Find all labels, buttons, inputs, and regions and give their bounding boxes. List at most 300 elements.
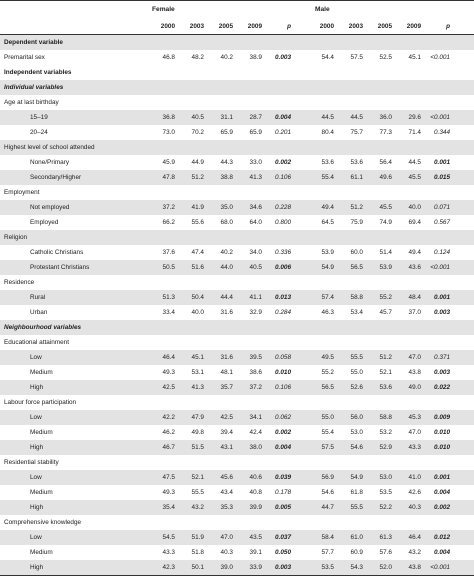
female-p-value-cell: 0.228 xyxy=(275,204,291,211)
male-p-value-cell: 0.003 xyxy=(434,369,450,376)
female-value-cell: 65.9 xyxy=(220,129,233,136)
female-value-cell: 32.9 xyxy=(249,309,262,316)
female-value-cell: 48.1 xyxy=(220,369,233,376)
female-value-cell: 43.3 xyxy=(162,549,175,556)
male-value-cell: 54.9 xyxy=(350,474,363,481)
female-value-cell: 37.6 xyxy=(162,249,175,256)
table-row xyxy=(0,260,474,275)
female-value-cell: 35.3 xyxy=(220,504,233,511)
section-header-row xyxy=(0,95,474,110)
row-label: Low xyxy=(30,354,42,361)
male-value-cell: 43.6 xyxy=(408,264,421,271)
male-value-cell: 43.8 xyxy=(408,369,421,376)
male-value-cell: 44.5 xyxy=(350,114,363,121)
male-value-cell: 58.8 xyxy=(350,294,363,301)
male-p-value-cell: 0.001 xyxy=(434,159,450,166)
female-value-cell: 47.0 xyxy=(220,534,233,541)
female-value-cell: 39.5 xyxy=(249,354,262,361)
row-label: Low xyxy=(30,414,42,421)
female-value-cell: 31.6 xyxy=(220,354,233,361)
male-value-cell: 44.7 xyxy=(321,504,334,511)
table-row xyxy=(0,440,474,455)
row-label: Rural xyxy=(30,294,46,301)
table-row xyxy=(0,350,474,365)
female-value-cell: 46.2 xyxy=(162,429,175,436)
male-value-cell: 55.4 xyxy=(321,429,334,436)
male-year-header: 2000 xyxy=(319,22,334,30)
male-p-value-cell: 0.071 xyxy=(434,204,450,211)
female-value-cell: 28.7 xyxy=(249,114,262,121)
female-value-cell: 40.5 xyxy=(249,264,262,271)
female-value-cell: 42.5 xyxy=(162,384,175,391)
male-value-cell: 37.0 xyxy=(408,309,421,316)
female-value-cell: 39.9 xyxy=(249,504,262,511)
female-value-cell: 35.7 xyxy=(220,384,233,391)
male-year-header: 2003 xyxy=(348,22,363,30)
table-row xyxy=(0,500,474,515)
row-label: High xyxy=(30,564,44,571)
female-year-header: 2009 xyxy=(247,22,262,30)
male-group-header: Male xyxy=(315,6,330,13)
male-value-cell: 60.9 xyxy=(350,549,363,556)
male-value-cell: 74.9 xyxy=(379,219,392,226)
row-label: Low xyxy=(30,474,42,481)
male-value-cell: 48.4 xyxy=(408,294,421,301)
year-header-row xyxy=(0,18,474,34)
female-value-cell: 38.0 xyxy=(249,444,262,451)
male-value-cell: 58.8 xyxy=(379,414,392,421)
row-label: Medium xyxy=(30,489,53,496)
female-p-value-cell: 0.201 xyxy=(275,129,291,136)
female-value-cell: 47.5 xyxy=(162,474,175,481)
female-value-cell: 47.4 xyxy=(191,249,204,256)
male-value-cell: 47.0 xyxy=(408,354,421,361)
male-p-value-cell: 0.001 xyxy=(434,294,450,301)
male-value-cell: 58.4 xyxy=(321,534,334,541)
female-value-cell: 44.4 xyxy=(220,294,233,301)
female-year-header: 2005 xyxy=(218,22,233,30)
section-header-row xyxy=(0,65,474,80)
male-value-cell: 53.6 xyxy=(321,159,334,166)
table-row xyxy=(0,125,474,140)
table-row xyxy=(0,215,474,230)
male-value-cell: 55.0 xyxy=(350,369,363,376)
table-row xyxy=(0,410,474,425)
section-header-row xyxy=(0,80,474,95)
female-value-cell: 51.6 xyxy=(191,264,204,271)
male-value-cell: 55.5 xyxy=(350,504,363,511)
female-value-cell: 40.0 xyxy=(191,309,204,316)
male-p-header: p xyxy=(446,22,450,30)
table-row xyxy=(0,200,474,215)
male-value-cell: 49.0 xyxy=(408,384,421,391)
female-p-value-cell: 0.005 xyxy=(275,504,291,511)
female-p-value-cell: 0.178 xyxy=(275,489,291,496)
row-label: Medium xyxy=(30,369,53,376)
female-value-cell: 43.4 xyxy=(220,489,233,496)
male-value-cell: 51.4 xyxy=(379,249,392,256)
female-value-cell: 35.4 xyxy=(162,504,175,511)
female-year-header: 2000 xyxy=(160,22,175,30)
male-value-cell: 53.5 xyxy=(379,489,392,496)
male-value-cell: 49.5 xyxy=(321,354,334,361)
male-value-cell: 49.4 xyxy=(321,204,334,211)
row-label: High xyxy=(30,504,44,511)
section-label: Highest level of school attended xyxy=(4,144,95,151)
table-row xyxy=(0,365,474,380)
male-year-header: 2009 xyxy=(406,22,421,30)
male-p-value-cell: 0.567 xyxy=(434,219,450,226)
male-value-cell: 57.4 xyxy=(321,294,334,301)
male-p-value-cell: <0.001 xyxy=(430,114,450,121)
table-row xyxy=(0,425,474,440)
female-value-cell: 41.3 xyxy=(191,384,204,391)
male-value-cell: 55.5 xyxy=(350,354,363,361)
female-value-cell: 51.8 xyxy=(191,549,204,556)
male-value-cell: 44.5 xyxy=(408,159,421,166)
female-p-header: p xyxy=(287,22,291,30)
female-p-value-cell: 0.106 xyxy=(275,174,291,181)
male-value-cell: 69.4 xyxy=(408,219,421,226)
section-header-row xyxy=(0,140,474,155)
row-label: Low xyxy=(30,534,42,541)
group-header-row xyxy=(0,1,474,18)
male-value-cell: 53.4 xyxy=(350,309,363,316)
male-value-cell: 49.4 xyxy=(408,249,421,256)
section-label: Individual variables xyxy=(4,84,64,91)
male-value-cell: 75.7 xyxy=(350,129,363,136)
male-value-cell: 53.0 xyxy=(350,429,363,436)
male-value-cell: 56.0 xyxy=(350,414,363,421)
male-value-cell: 53.0 xyxy=(379,474,392,481)
female-value-cell: 46.8 xyxy=(162,54,175,61)
female-value-cell: 52.1 xyxy=(191,474,204,481)
male-value-cell: 47.0 xyxy=(408,429,421,436)
section-label: Educational attainment xyxy=(4,339,70,346)
male-value-cell: 61.1 xyxy=(350,174,363,181)
male-p-value-cell: 0.001 xyxy=(434,474,450,481)
section-header-row xyxy=(0,35,474,50)
male-value-cell: 54.6 xyxy=(350,444,363,451)
row-label: Catholic Christians xyxy=(30,249,84,256)
male-value-cell: 52.9 xyxy=(379,444,392,451)
female-value-cell: 33.0 xyxy=(249,159,262,166)
female-value-cell: 51.3 xyxy=(162,294,175,301)
female-value-cell: 37.2 xyxy=(249,384,262,391)
female-p-value-cell: 0.010 xyxy=(275,369,291,376)
female-value-cell: 47.8 xyxy=(162,174,175,181)
male-value-cell: 56.5 xyxy=(350,264,363,271)
female-value-cell: 41.1 xyxy=(249,294,262,301)
table-row xyxy=(0,155,474,170)
female-p-value-cell: 0.006 xyxy=(275,264,291,271)
female-group-header: Female xyxy=(152,6,175,13)
female-value-cell: 34.1 xyxy=(249,414,262,421)
female-value-cell: 40.5 xyxy=(191,114,204,121)
male-value-cell: 41.0 xyxy=(408,474,421,481)
male-value-cell: 46.3 xyxy=(321,309,334,316)
male-value-cell: 56.9 xyxy=(321,474,334,481)
female-value-cell: 33.4 xyxy=(162,309,175,316)
male-value-cell: 57.6 xyxy=(379,549,392,556)
female-value-cell: 49.3 xyxy=(162,369,175,376)
female-value-cell: 42.3 xyxy=(162,564,175,571)
female-value-cell: 38.8 xyxy=(220,174,233,181)
male-value-cell: 49.6 xyxy=(379,174,392,181)
male-value-cell: 60.0 xyxy=(350,249,363,256)
section-label: Residential stability xyxy=(4,459,59,466)
male-value-cell: 45.1 xyxy=(408,54,421,61)
section-header-row xyxy=(0,185,474,200)
female-value-cell: 45.9 xyxy=(162,159,175,166)
female-value-cell: 66.2 xyxy=(162,219,175,226)
row-label: High xyxy=(30,444,44,451)
female-value-cell: 44.0 xyxy=(220,264,233,271)
row-label: None/Primary xyxy=(30,159,70,166)
female-value-cell: 39.4 xyxy=(220,429,233,436)
female-value-cell: 40.2 xyxy=(220,249,233,256)
male-value-cell: 45.7 xyxy=(379,309,392,316)
table-row xyxy=(0,485,474,500)
female-p-value-cell: 0.037 xyxy=(275,534,291,541)
male-value-cell: 43.3 xyxy=(408,444,421,451)
male-value-cell: 56.4 xyxy=(379,159,392,166)
male-value-cell: 54.4 xyxy=(321,54,334,61)
male-value-cell: 61.8 xyxy=(350,489,363,496)
section-label: Labour force participation xyxy=(4,399,77,406)
female-value-cell: 35.0 xyxy=(220,204,233,211)
male-value-cell: 46.4 xyxy=(408,534,421,541)
male-value-cell: 53.2 xyxy=(379,429,392,436)
female-value-cell: 36.8 xyxy=(162,114,175,121)
female-p-value-cell: 0.002 xyxy=(275,159,291,166)
male-value-cell: 57.7 xyxy=(321,549,334,556)
male-value-cell: 54.3 xyxy=(350,564,363,571)
female-value-cell: 42.4 xyxy=(249,429,262,436)
male-p-value-cell: 0.010 xyxy=(434,429,450,436)
male-value-cell: 53.6 xyxy=(350,159,363,166)
male-value-cell: 44.5 xyxy=(321,114,334,121)
section-label: Residence xyxy=(4,279,35,286)
female-value-cell: 34.6 xyxy=(249,204,262,211)
male-value-cell: 45.5 xyxy=(379,204,392,211)
male-p-value-cell: <0.001 xyxy=(430,264,450,271)
male-value-cell: 77.3 xyxy=(379,129,392,136)
section-header-row xyxy=(0,455,474,470)
female-value-cell: 70.2 xyxy=(191,129,204,136)
female-value-cell: 53.1 xyxy=(191,369,204,376)
row-label: 20–24 xyxy=(30,129,48,136)
female-value-cell: 54.5 xyxy=(162,534,175,541)
female-value-cell: 34.0 xyxy=(249,249,262,256)
section-header-row xyxy=(0,395,474,410)
row-label: Protestant Christians xyxy=(30,264,90,271)
female-value-cell: 50.5 xyxy=(162,264,175,271)
female-value-cell: 73.0 xyxy=(162,129,175,136)
female-p-value-cell: 0.039 xyxy=(275,474,291,481)
row-label: Medium xyxy=(30,549,53,556)
female-value-cell: 55.6 xyxy=(191,219,204,226)
row-label: 15–19 xyxy=(30,114,48,121)
female-value-cell: 48.2 xyxy=(191,54,204,61)
female-value-cell: 37.2 xyxy=(162,204,175,211)
female-value-cell: 40.2 xyxy=(220,54,233,61)
male-value-cell: 55.0 xyxy=(321,414,334,421)
male-value-cell: 61.3 xyxy=(379,534,392,541)
male-p-value-cell: 0.009 xyxy=(434,414,450,421)
male-p-value-cell: 0.344 xyxy=(434,129,450,136)
male-year-header: 2005 xyxy=(377,22,392,30)
male-value-cell: 55.2 xyxy=(379,294,392,301)
female-value-cell: 41.3 xyxy=(249,174,262,181)
row-label: Medium xyxy=(30,429,53,436)
section-header-row xyxy=(0,335,474,350)
female-p-value-cell: 0.003 xyxy=(275,54,291,61)
section-label: Age at last birthday xyxy=(4,99,59,106)
table-body xyxy=(0,35,474,576)
male-value-cell: 29.6 xyxy=(408,114,421,121)
female-value-cell: 49.3 xyxy=(162,489,175,496)
section-header-row xyxy=(0,230,474,245)
female-value-cell: 39.0 xyxy=(220,564,233,571)
male-p-value-cell: 0.010 xyxy=(434,444,450,451)
female-value-cell: 51.5 xyxy=(191,444,204,451)
female-p-value-cell: 0.004 xyxy=(275,444,291,451)
female-value-cell: 49.8 xyxy=(191,429,204,436)
table-row xyxy=(0,560,474,575)
female-p-value-cell: 0.800 xyxy=(275,219,291,226)
female-value-cell: 46.4 xyxy=(162,354,175,361)
male-value-cell: 64.5 xyxy=(321,219,334,226)
female-value-cell: 43.1 xyxy=(220,444,233,451)
female-p-value-cell: 0.003 xyxy=(275,564,291,571)
male-p-value-cell: 0.004 xyxy=(434,489,450,496)
female-p-value-cell: 0.336 xyxy=(275,249,291,256)
section-header-row xyxy=(0,275,474,290)
female-value-cell: 40.3 xyxy=(220,549,233,556)
female-value-cell: 38.6 xyxy=(249,369,262,376)
female-value-cell: 44.9 xyxy=(191,159,204,166)
male-value-cell: 53.6 xyxy=(379,384,392,391)
female-value-cell: 55.5 xyxy=(191,489,204,496)
female-value-cell: 45.6 xyxy=(220,474,233,481)
female-p-value-cell: 0.050 xyxy=(275,549,291,556)
male-value-cell: 43.2 xyxy=(408,549,421,556)
male-value-cell: 52.5 xyxy=(379,54,392,61)
table-row xyxy=(0,110,474,125)
table-row xyxy=(0,50,474,65)
male-value-cell: 40.3 xyxy=(408,504,421,511)
row-label: Secondary/Higher xyxy=(30,174,82,181)
table-row xyxy=(0,170,474,185)
male-value-cell: 55.2 xyxy=(321,369,334,376)
female-p-value-cell: 0.058 xyxy=(275,354,291,361)
male-p-value-cell: <0.001 xyxy=(430,54,450,61)
row-label: Urban xyxy=(30,309,48,316)
male-value-cell: 42.6 xyxy=(408,489,421,496)
table-row xyxy=(0,530,474,545)
male-p-value-cell: 0.004 xyxy=(434,549,450,556)
male-value-cell: 57.5 xyxy=(350,54,363,61)
section-label: Employment xyxy=(4,189,40,196)
female-p-value-cell: 0.002 xyxy=(275,429,291,436)
male-value-cell: 45.5 xyxy=(408,174,421,181)
male-p-value-cell: 0.012 xyxy=(434,534,450,541)
row-label: Not employed xyxy=(30,204,70,211)
male-value-cell: 43.8 xyxy=(408,564,421,571)
section-label: Religion xyxy=(4,234,28,241)
section-header-row xyxy=(0,515,474,530)
female-value-cell: 50.4 xyxy=(191,294,204,301)
female-value-cell: 51.9 xyxy=(191,534,204,541)
row-label: Employed xyxy=(30,219,59,226)
female-value-cell: 64.0 xyxy=(249,219,262,226)
section-label: Comprehensive knowledge xyxy=(4,519,82,526)
female-value-cell: 40.6 xyxy=(249,474,262,481)
male-value-cell: 56.5 xyxy=(321,384,334,391)
female-value-cell: 41.9 xyxy=(191,204,204,211)
female-value-cell: 65.9 xyxy=(249,129,262,136)
female-value-cell: 42.5 xyxy=(220,414,233,421)
male-value-cell: 52.0 xyxy=(379,564,392,571)
male-value-cell: 40.0 xyxy=(408,204,421,211)
section-header-row xyxy=(0,320,474,335)
table-row xyxy=(0,245,474,260)
female-value-cell: 31.1 xyxy=(220,114,233,121)
male-value-cell: 57.5 xyxy=(321,444,334,451)
female-value-cell: 45.1 xyxy=(191,354,204,361)
male-value-cell: 61.0 xyxy=(350,534,363,541)
male-value-cell: 53.9 xyxy=(379,264,392,271)
table-row xyxy=(0,470,474,485)
section-label: Neighbourhood variables xyxy=(4,324,82,331)
female-p-value-cell: 0.013 xyxy=(275,294,291,301)
female-value-cell: 39.1 xyxy=(249,549,262,556)
female-value-cell: 40.8 xyxy=(249,489,262,496)
male-value-cell: 45.3 xyxy=(408,414,421,421)
male-value-cell: 54.6 xyxy=(321,489,334,496)
row-label: Premarital sex xyxy=(4,54,45,61)
table-row xyxy=(0,380,474,395)
female-value-cell: 33.9 xyxy=(249,564,262,571)
section-label: Independent variables xyxy=(4,69,72,76)
male-value-cell: 53.9 xyxy=(321,249,334,256)
row-label: High xyxy=(30,384,44,391)
table-row xyxy=(0,545,474,560)
female-p-value-cell: 0.062 xyxy=(275,414,291,421)
female-p-value-cell: 0.004 xyxy=(275,114,291,121)
male-p-value-cell: 0.002 xyxy=(434,504,450,511)
male-value-cell: 36.0 xyxy=(379,114,392,121)
male-value-cell: 53.5 xyxy=(321,564,334,571)
female-value-cell: 31.6 xyxy=(220,309,233,316)
female-value-cell: 50.1 xyxy=(191,564,204,571)
table-row xyxy=(0,290,474,305)
male-p-value-cell: 0.124 xyxy=(434,249,450,256)
male-p-value-cell: 0.022 xyxy=(434,384,450,391)
female-value-cell: 46.7 xyxy=(162,444,175,451)
male-value-cell: 75.9 xyxy=(350,219,363,226)
female-value-cell: 47.9 xyxy=(191,414,204,421)
male-p-value-cell: 0.015 xyxy=(434,174,450,181)
male-value-cell: 52.1 xyxy=(379,369,392,376)
male-value-cell: 51.2 xyxy=(379,354,392,361)
male-value-cell: 52.6 xyxy=(350,384,363,391)
male-p-value-cell: <0.001 xyxy=(430,564,450,571)
female-value-cell: 42.2 xyxy=(162,414,175,421)
table-row xyxy=(0,305,474,320)
female-value-cell: 38.9 xyxy=(249,54,262,61)
